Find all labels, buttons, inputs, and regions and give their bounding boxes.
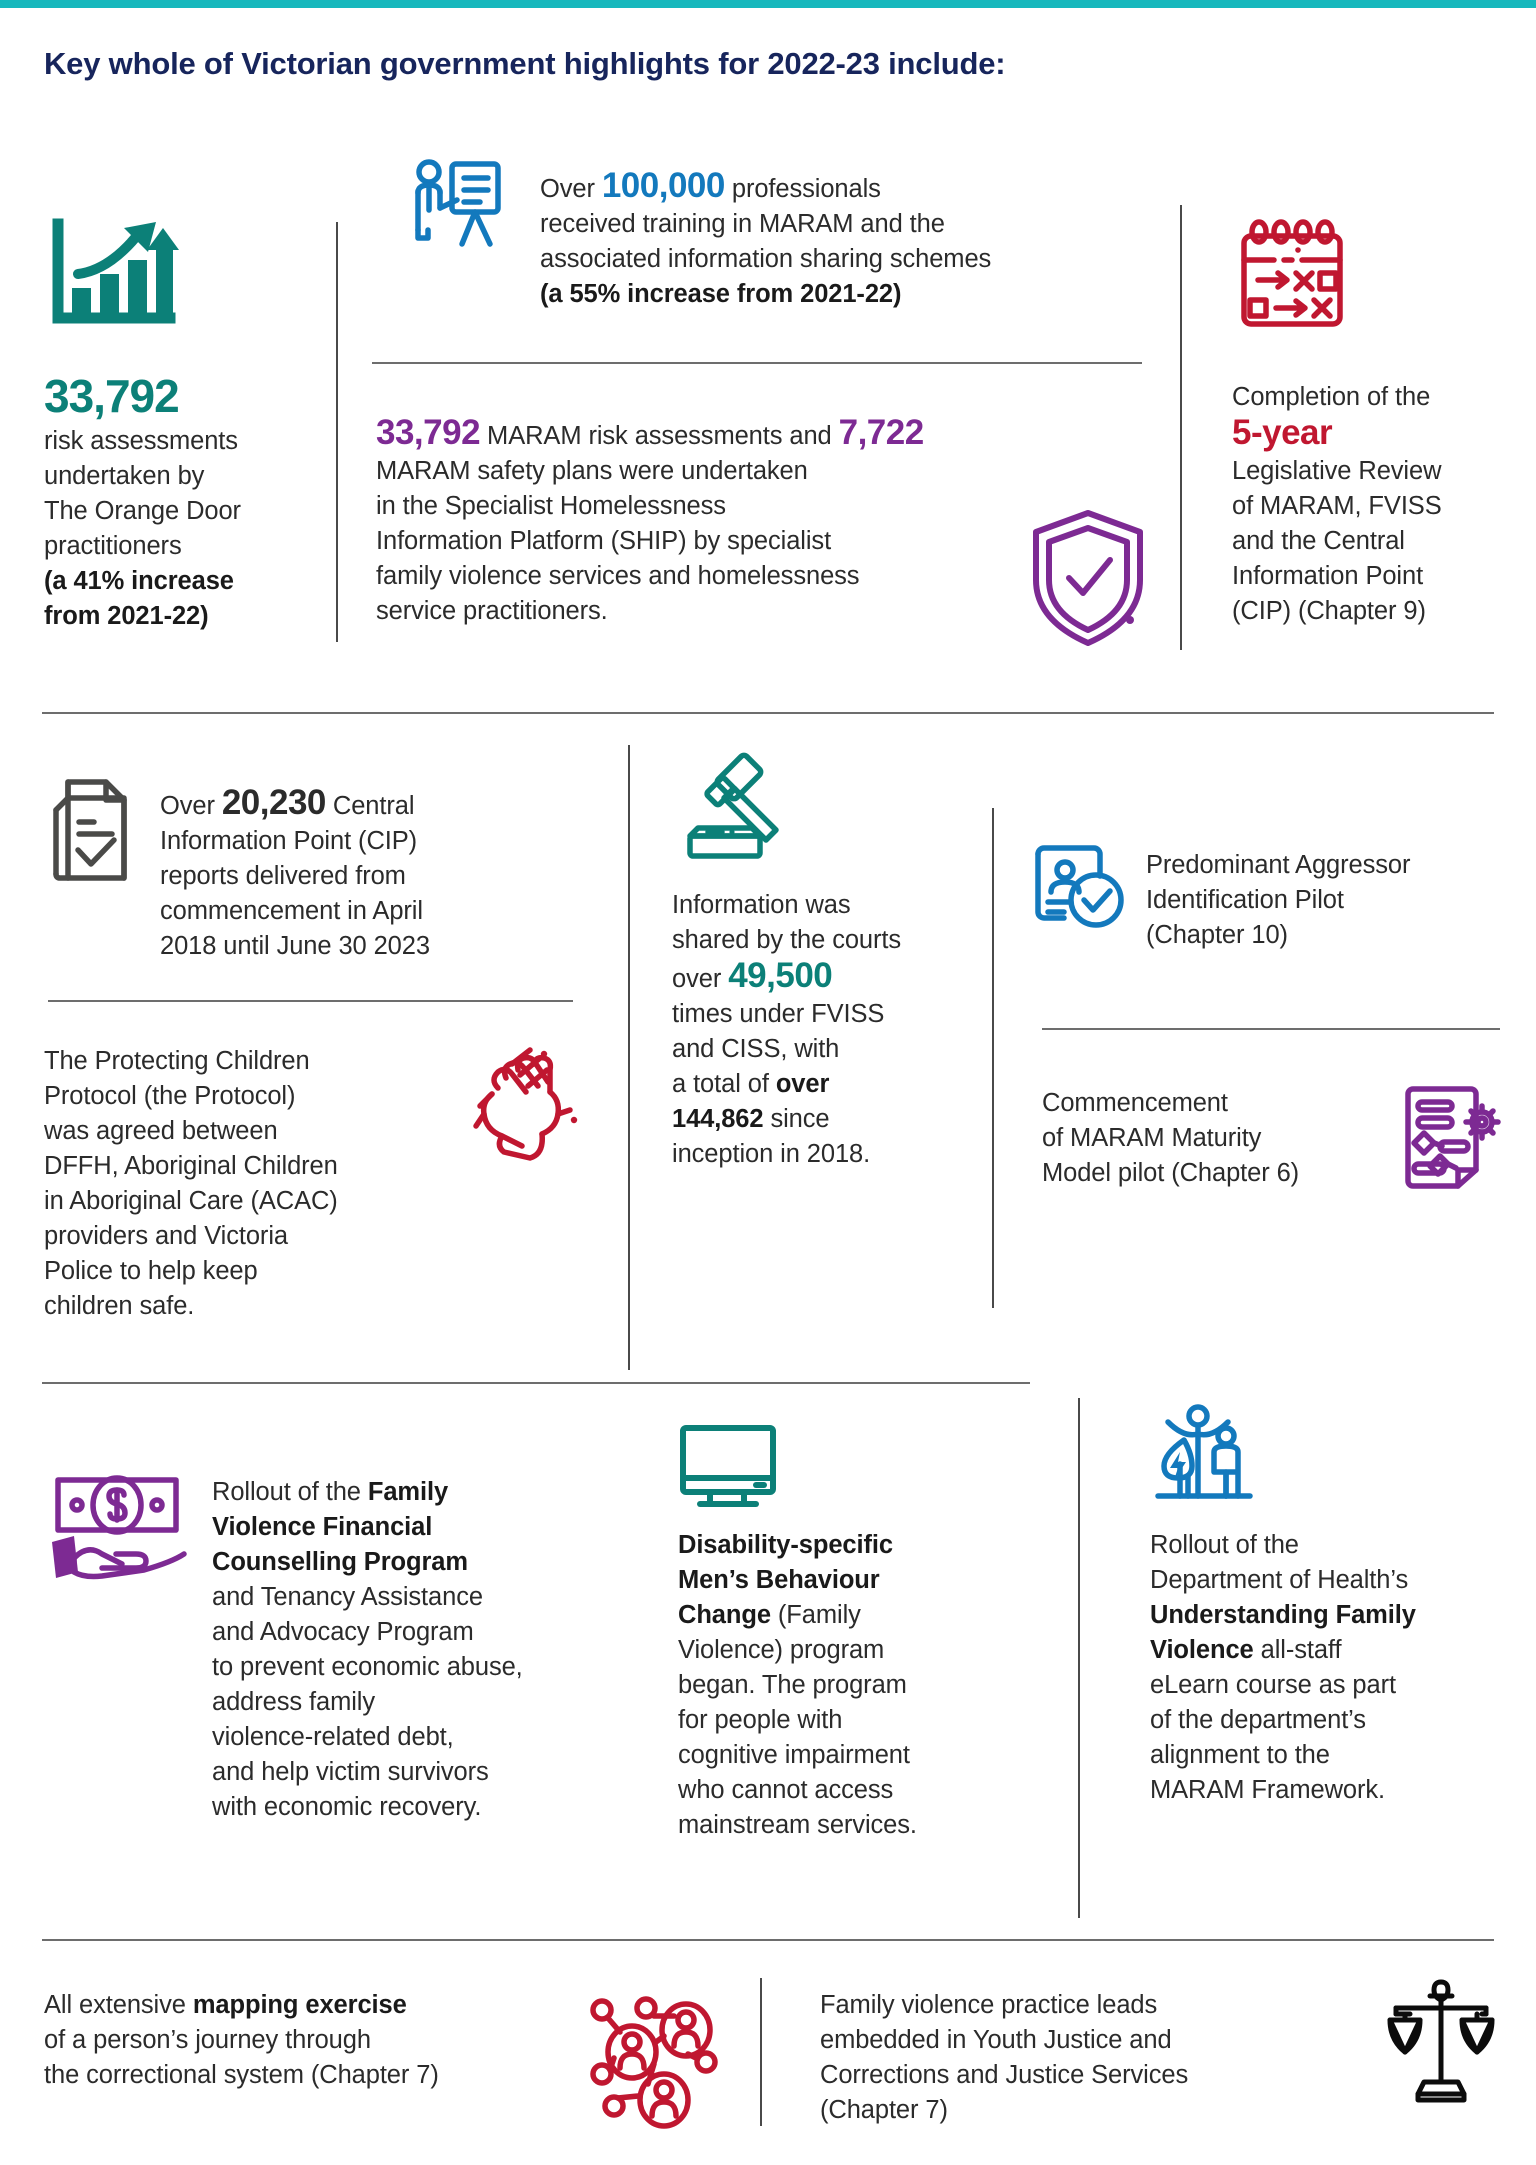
- monitor-icon: [678, 1424, 778, 1510]
- pl-line3: Corrections and Justice Services: [820, 2061, 1189, 2089]
- band4-divider: [760, 1978, 762, 2126]
- pl-line2: embedded in Youth Justice and: [820, 2026, 1172, 2054]
- cip-line3: reports delivered from: [160, 862, 406, 890]
- el-bold1: Understanding Family: [1150, 1601, 1416, 1629]
- orange-door-line1: risk assessments: [44, 427, 238, 455]
- ship-line4: Information Platform (SHIP) by specialist: [376, 527, 832, 555]
- pc-line6: providers and Victoria: [44, 1222, 288, 1250]
- mbc-bold3: Change: [678, 1601, 771, 1629]
- band1-divider-left: [336, 222, 338, 642]
- band2-divider-left: [628, 745, 630, 1370]
- pc-line8: children safe.: [44, 1292, 195, 1320]
- legreview-line6: (CIP) (Chapter 9): [1232, 597, 1426, 625]
- ship-line5: family violence services and homelessness: [376, 562, 860, 590]
- pc-line7: Police to help keep: [44, 1257, 258, 1285]
- me-line3: the correctional system (Chapter 7): [44, 2061, 439, 2089]
- band2-right-rule: [1042, 1028, 1500, 1030]
- maturity-model-block: [1042, 1086, 1392, 1191]
- pl-line1: Family violence practice leads: [820, 1991, 1158, 2019]
- ship-stat1: 33,792: [376, 413, 481, 452]
- fc-line7: address family: [212, 1688, 375, 1716]
- page-title: Key whole of Victorian government highlights for 2022-23 include:: [44, 46, 1006, 81]
- fc-line6: to prevent economic abuse,: [212, 1653, 523, 1681]
- id-card-check-icon: [1030, 842, 1130, 932]
- band3-divider-right: [1078, 1398, 1080, 1918]
- cip-line2: Information Point (CIP): [160, 827, 418, 855]
- network-people-icon: [588, 1996, 718, 2126]
- el-bold2: Violence: [1150, 1636, 1254, 1664]
- ship-line6: service practitioners.: [376, 597, 608, 625]
- el-line4: eLearn course as part: [1150, 1671, 1396, 1699]
- mbc-bold1: Disability-specific: [678, 1531, 893, 1559]
- legreview-line3: of MARAM, FVISS: [1232, 492, 1442, 520]
- el-line1: Rollout of the: [1150, 1531, 1299, 1559]
- mm-line2: of MARAM Maturity: [1042, 1124, 1262, 1152]
- documents-check-icon: [44, 778, 140, 886]
- training-bold: (a 55% increase from 2021-22): [540, 280, 902, 308]
- predominant-aggressor-block: [1146, 848, 1516, 953]
- training-text-block: [540, 168, 1160, 312]
- me-pre: All extensive: [44, 1991, 193, 2019]
- pc-line5: in Aboriginal Care (ACAC): [44, 1187, 338, 1215]
- empowerment-people-icon: [1150, 1402, 1260, 1510]
- gavel-icon: [680, 752, 790, 862]
- orange-door-stat-block: [44, 368, 316, 634]
- el-line2: Department of Health’s: [1150, 1566, 1409, 1594]
- pc-line2: Protocol (the Protocol): [44, 1082, 296, 1110]
- courts-line4: and CISS, with: [672, 1035, 840, 1063]
- training-stat: 100,000: [601, 166, 725, 205]
- ship-stat2: 7,722: [838, 413, 924, 452]
- band1-middle-rule: [372, 362, 1142, 364]
- cip-line5: 2018 until June 30 2023: [160, 932, 430, 960]
- el-line7: MARAM Framework.: [1150, 1776, 1385, 1804]
- hand-money-icon: [44, 1466, 194, 1581]
- legreview-line4: and the Central: [1232, 527, 1405, 555]
- training-line2: received training in MARAM and the: [540, 210, 945, 238]
- el-rest2: all-staff: [1253, 1636, 1342, 1664]
- orange-door-line4: practitioners: [44, 532, 182, 560]
- legreview-line1: Completion of the: [1232, 383, 1431, 411]
- band3-band4-rule: [42, 1939, 1494, 1941]
- cip-pre: Over: [160, 792, 222, 820]
- me-line2: of a person’s journey through: [44, 2026, 371, 2054]
- mbc-line8: who cannot access: [678, 1776, 894, 1804]
- courts-line2: shared by the courts: [672, 926, 902, 954]
- top-accent-bar: [0, 0, 1536, 8]
- orange-door-line2: undertaken by: [44, 462, 205, 490]
- band2-band3-rule: [42, 1382, 1030, 1384]
- mbc-block: [678, 1528, 1018, 1843]
- cip-stat: 20,230: [221, 783, 326, 822]
- courts-line7: inception in 2018.: [672, 1140, 871, 1168]
- ship-text-block: [376, 415, 1076, 629]
- el-line6: alignment to the: [1150, 1741, 1330, 1769]
- fc-line4: and Tenancy Assistance: [212, 1583, 483, 1611]
- legreview-line2: Legislative Review: [1232, 457, 1442, 485]
- fc-pre: Rollout of the: [212, 1478, 368, 1506]
- band1-divider-right: [1180, 205, 1182, 650]
- elearn-block: [1150, 1528, 1520, 1808]
- courts-line3: times under FVISS: [672, 1000, 885, 1028]
- presenter-whiteboard-icon: [410, 158, 506, 248]
- cip-post: Central: [325, 792, 415, 820]
- cip-line4: commencement in April: [160, 897, 423, 925]
- fc-line5: and Advocacy Program: [212, 1618, 474, 1646]
- courts-block: [672, 888, 1002, 1172]
- courts-pre: over: [672, 965, 729, 993]
- protecting-children-block: [44, 1044, 444, 1324]
- legislative-review-block: [1232, 380, 1522, 629]
- pa-line1: Predominant Aggressor: [1146, 851, 1411, 879]
- mbc-line6: for people with: [678, 1706, 843, 1734]
- mbc-line9: mainstream services.: [678, 1811, 917, 1839]
- practice-leads-block: [820, 1988, 1380, 2128]
- courts-line1: Information was: [672, 891, 851, 919]
- el-line5: of the department’s: [1150, 1706, 1366, 1734]
- orange-door-line3: The Orange Door: [44, 497, 241, 525]
- shield-check-icon: [1028, 508, 1148, 648]
- courts-bold1: over: [775, 1070, 830, 1098]
- legreview-line5: Information Point: [1232, 562, 1424, 590]
- fc-line9: and help victim survivors: [212, 1758, 489, 1786]
- ship-mid: MARAM risk assessments and: [480, 422, 839, 450]
- bar-chart-growth-icon: [48, 218, 176, 328]
- pa-line3: (Chapter 10): [1146, 921, 1288, 949]
- ship-line2: MARAM safety plans were undertaken: [376, 457, 808, 485]
- pl-line4: (Chapter 7): [820, 2096, 948, 2124]
- band1-band2-rule: [42, 712, 1494, 714]
- fc-bold3: Counselling Program: [212, 1548, 468, 1576]
- training-pre: Over: [540, 175, 602, 203]
- fc-bold1: Family: [367, 1478, 449, 1506]
- band2-left-rule: [48, 1000, 573, 1002]
- pc-line1: The Protecting Children: [44, 1047, 310, 1075]
- me-bold: mapping exercise: [192, 1991, 407, 2019]
- mm-line3: Model pilot (Chapter 6): [1042, 1159, 1300, 1187]
- pc-line4: DFFH, Aboriginal Children: [44, 1152, 338, 1180]
- mbc-line7: cognitive impairment: [678, 1741, 910, 1769]
- fc-line8: violence-related debt,: [212, 1723, 454, 1751]
- mapping-exercise-block: [44, 1988, 624, 2093]
- pa-line2: Identification Pilot: [1146, 886, 1344, 914]
- courts-bold2: 144,862: [672, 1105, 764, 1133]
- calendar-plan-icon: [1232, 222, 1352, 330]
- financial-counselling-block: [212, 1475, 612, 1825]
- orange-door-bold2: from 2021-22): [44, 602, 209, 630]
- orange-door-bold1: (a 41% increase: [44, 567, 234, 595]
- ship-line3: in the Specialist Homelessness: [376, 492, 726, 520]
- pc-line3: was agreed between: [44, 1117, 278, 1145]
- courts-line6: since: [763, 1105, 830, 1133]
- orange-door-stat: 33,792: [44, 370, 179, 422]
- mbc-bold2: Men’s Behaviour: [678, 1566, 880, 1594]
- fc-line10: with economic recovery.: [212, 1793, 482, 1821]
- document-gear-icon: [1400, 1086, 1500, 1191]
- helping-hands-icon: [448, 1042, 588, 1182]
- courts-stat: 49,500: [728, 956, 833, 995]
- mm-line1: Commencement: [1042, 1089, 1228, 1117]
- scales-justice-icon: [1386, 1978, 1496, 2104]
- training-post: professionals: [724, 175, 881, 203]
- mbc-line5: began. The program: [678, 1671, 907, 1699]
- mbc-line4: Violence) program: [678, 1636, 885, 1664]
- mbc-rest3: (Family: [770, 1601, 861, 1629]
- legreview-highlight: 5-year: [1232, 413, 1333, 452]
- fc-bold2: Violence Financial: [212, 1513, 433, 1541]
- training-line3: associated information sharing schemes: [540, 245, 992, 273]
- cip-reports-block: [160, 785, 560, 964]
- courts-line5: a total of: [672, 1070, 776, 1098]
